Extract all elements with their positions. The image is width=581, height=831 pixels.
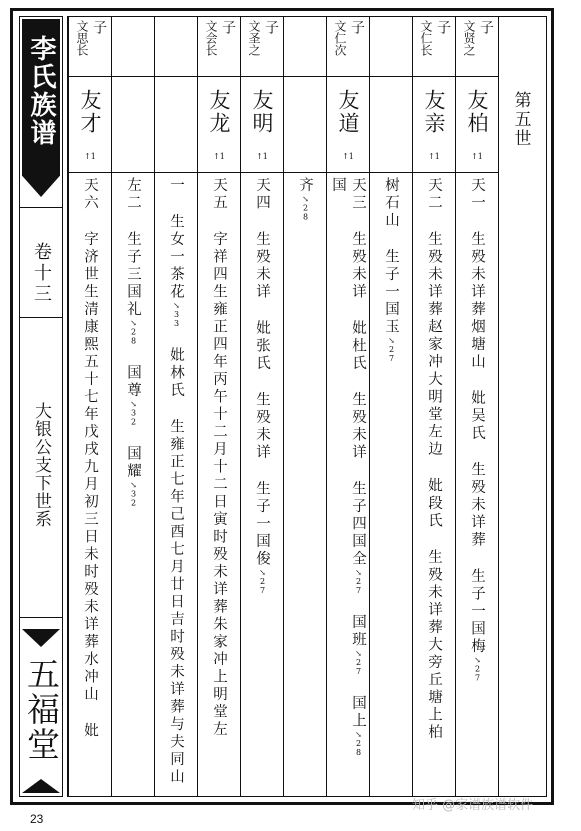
record-segment: 生雍正七年己酉七月廿日吉时殁未详葬与夫同山 bbox=[168, 418, 184, 786]
name-cell bbox=[327, 77, 369, 173]
person-name: 友柏 bbox=[465, 89, 489, 135]
gap bbox=[383, 230, 399, 249]
record-text bbox=[209, 177, 229, 786]
gap bbox=[426, 459, 442, 478]
lineage-column bbox=[240, 17, 283, 796]
father-label: 子 bbox=[91, 20, 107, 34]
record-segment: 妣林氏 bbox=[168, 347, 184, 400]
record-segment: 生殁未详 bbox=[254, 391, 270, 462]
father-cell bbox=[241, 17, 283, 77]
page-reference: ↑1 bbox=[84, 152, 96, 161]
record-text bbox=[80, 177, 100, 786]
gap bbox=[82, 212, 98, 231]
father-label: 子 bbox=[220, 20, 236, 34]
name-cell bbox=[198, 77, 240, 173]
father-cell bbox=[327, 17, 369, 77]
name-cell bbox=[69, 77, 111, 173]
record-segment: 国尊 bbox=[125, 364, 141, 400]
page-reference: ↑1 bbox=[428, 152, 440, 161]
father-label: 子 bbox=[263, 20, 279, 34]
record-segment: 生子一国梅 bbox=[469, 568, 485, 656]
record-segment: 生殁未详 bbox=[350, 231, 366, 301]
cross-reference: ↘27 bbox=[258, 568, 267, 595]
gap bbox=[350, 462, 366, 481]
record-segment: 生殁未详 bbox=[350, 391, 366, 462]
father-label: 文圣之 bbox=[247, 20, 261, 56]
record-segment: 一 bbox=[168, 177, 184, 195]
cross-reference: ↘27 bbox=[354, 568, 363, 595]
person-name: 友明 bbox=[250, 89, 274, 135]
lineage-column bbox=[154, 17, 197, 796]
record-segment: 妣吴氏 bbox=[469, 390, 485, 443]
page-number: 23 bbox=[30, 812, 44, 826]
record-segment: 天六 bbox=[82, 177, 98, 212]
record-segment: 生殁未详葬大旁丘塘上柏 bbox=[426, 549, 442, 742]
record-body bbox=[69, 177, 111, 786]
father-label: 子 bbox=[478, 20, 494, 34]
cross-reference: ↘32 bbox=[129, 480, 138, 508]
cross-reference: ↘32 bbox=[129, 399, 138, 427]
father-label: 子 bbox=[435, 20, 451, 34]
father-label: 文思长 bbox=[75, 20, 89, 56]
gap bbox=[125, 346, 141, 365]
gap bbox=[469, 549, 485, 568]
cross-reference: ↘27 bbox=[354, 649, 363, 676]
father-cell bbox=[69, 17, 111, 77]
person-name: 友才 bbox=[78, 89, 102, 135]
record-body bbox=[155, 177, 197, 786]
cross-reference: ↘28 bbox=[129, 318, 138, 346]
record-segment: 妣杜氏 bbox=[350, 320, 366, 373]
father-cell bbox=[198, 17, 240, 77]
lineage-column bbox=[111, 17, 154, 796]
record-segment: 生女一茶花 bbox=[168, 213, 184, 301]
divider bbox=[20, 207, 62, 208]
gap bbox=[82, 704, 98, 723]
hall-ornament-top bbox=[22, 629, 60, 647]
gap bbox=[254, 212, 270, 231]
hall-ornament-bottom bbox=[22, 779, 60, 793]
lineage-column bbox=[283, 17, 326, 796]
lineage-column bbox=[455, 17, 498, 796]
record-segment: 妣 bbox=[82, 722, 98, 740]
gap bbox=[254, 462, 270, 481]
gap bbox=[350, 595, 366, 614]
record-segment: 生殁未详葬赵家冲大明堂左边 bbox=[426, 231, 442, 459]
record-segment: 生子一国俊 bbox=[254, 480, 270, 568]
gap bbox=[168, 328, 184, 347]
father-label: 文会长 bbox=[204, 20, 218, 56]
record-segment: 生殁未详葬烟塘山 bbox=[469, 231, 485, 371]
gap bbox=[254, 373, 270, 392]
father-cell bbox=[112, 17, 154, 77]
gap bbox=[426, 212, 442, 231]
record-text bbox=[467, 177, 487, 786]
lineage-column bbox=[68, 17, 111, 796]
cross-reference: ↘27 bbox=[387, 336, 396, 363]
gap bbox=[350, 676, 366, 695]
cross-reference: ↘33 bbox=[172, 301, 181, 328]
father-label: 子 bbox=[349, 20, 365, 34]
record-body bbox=[370, 177, 412, 786]
watermark: 知乎 @家谱族谱软件 bbox=[412, 798, 534, 813]
spine bbox=[19, 16, 63, 797]
name-cell bbox=[413, 77, 455, 173]
divider bbox=[20, 617, 62, 618]
record-segment: 生殁未详葬 bbox=[469, 461, 485, 549]
gap bbox=[426, 530, 442, 549]
lineage-column bbox=[197, 17, 240, 796]
generation-column bbox=[498, 17, 546, 796]
page-reference: ↑1 bbox=[213, 152, 225, 161]
record-segment: 国上 bbox=[350, 695, 366, 730]
record-segment: 妣段氏 bbox=[426, 477, 442, 530]
record-text bbox=[381, 177, 401, 786]
name-cell bbox=[370, 77, 412, 173]
record-segment: 国耀 bbox=[125, 445, 141, 481]
record-text bbox=[424, 177, 444, 786]
gap bbox=[254, 301, 270, 320]
record-body bbox=[112, 177, 154, 786]
gap bbox=[469, 443, 485, 462]
page-reference: ↑1 bbox=[471, 152, 483, 161]
lineage-column bbox=[412, 17, 455, 796]
record-body bbox=[413, 177, 455, 786]
name-cell bbox=[456, 77, 498, 173]
branch-label: 大银公支下世系 bbox=[31, 402, 51, 528]
gap bbox=[350, 373, 366, 392]
father-cell bbox=[284, 17, 326, 77]
lineage-column bbox=[369, 17, 412, 796]
person-name: 友亲 bbox=[422, 89, 446, 135]
person-name: 友道 bbox=[336, 89, 360, 135]
record-segment: 生子一国玉 bbox=[383, 248, 399, 336]
father-cell bbox=[456, 17, 498, 77]
lineage-grid bbox=[67, 16, 547, 797]
gap bbox=[168, 400, 184, 419]
record-segment: 字济世生清康熙五十七年戊戌九月初三日未时殁未详葬水冲山 bbox=[82, 231, 98, 704]
gap bbox=[469, 212, 485, 231]
record-segment: 国 bbox=[330, 177, 346, 195]
divider bbox=[20, 317, 62, 318]
lineage-column bbox=[326, 17, 369, 796]
gap bbox=[469, 371, 485, 390]
record-body bbox=[284, 177, 326, 786]
name-cell bbox=[112, 77, 154, 173]
person-name: 友龙 bbox=[207, 89, 231, 135]
generation-label: 第五世 bbox=[510, 91, 531, 148]
gap bbox=[350, 212, 366, 231]
gap bbox=[125, 427, 141, 446]
record-segment: 树石山 bbox=[383, 177, 399, 230]
name-cell bbox=[284, 77, 326, 173]
father-cell bbox=[413, 17, 455, 77]
record-text bbox=[166, 177, 186, 786]
gap bbox=[168, 195, 184, 214]
record-segment: 天一 bbox=[469, 177, 485, 212]
name-cell bbox=[241, 77, 283, 173]
page-reference: ↑1 bbox=[256, 152, 268, 161]
cross-reference: ↘27 bbox=[473, 655, 482, 683]
gap bbox=[125, 212, 141, 231]
record-segment: 天三 bbox=[350, 177, 366, 212]
record-text bbox=[252, 177, 272, 786]
record-segment: 生子四国全 bbox=[350, 480, 366, 568]
gap bbox=[211, 212, 227, 231]
record-body bbox=[198, 177, 240, 786]
father-label: 文仁长 bbox=[419, 20, 433, 56]
volume-label: 卷十三 bbox=[31, 242, 52, 305]
record-segment: 生殁未详 bbox=[254, 231, 270, 301]
record-segment: 国班 bbox=[350, 614, 366, 649]
hall-name: 五福堂 bbox=[22, 657, 61, 762]
record-segment: 天二 bbox=[426, 177, 442, 212]
record-segment: 生子三国礼 bbox=[125, 231, 141, 319]
record-segment: 左二 bbox=[125, 177, 141, 212]
father-cell bbox=[155, 17, 197, 77]
page-reference: ↑1 bbox=[342, 152, 354, 161]
record-body bbox=[327, 177, 369, 786]
record-body bbox=[241, 177, 283, 786]
name-cell bbox=[155, 77, 197, 173]
record-segment: 天四 bbox=[254, 177, 270, 212]
record-segment: 齐 bbox=[297, 177, 313, 195]
cross-reference: ↘28 bbox=[301, 194, 310, 222]
record-text bbox=[295, 177, 315, 786]
record-text bbox=[328, 177, 368, 786]
record-text bbox=[123, 177, 143, 786]
record-segment: 天五 bbox=[211, 177, 227, 212]
record-segment: 字祥四生雍正四年丙午十二月十二日寅时殁未详葬朱家冲上明堂左 bbox=[211, 231, 227, 739]
cross-reference: ↘28 bbox=[354, 730, 363, 757]
record-body bbox=[456, 177, 498, 786]
father-label: 文贤之 bbox=[462, 20, 476, 56]
father-cell bbox=[370, 17, 412, 77]
father-label: 文仁次 bbox=[333, 20, 347, 56]
record-segment: 妣张氏 bbox=[254, 320, 270, 373]
gap bbox=[350, 301, 366, 320]
book-title: 李氏族谱 bbox=[26, 35, 56, 147]
